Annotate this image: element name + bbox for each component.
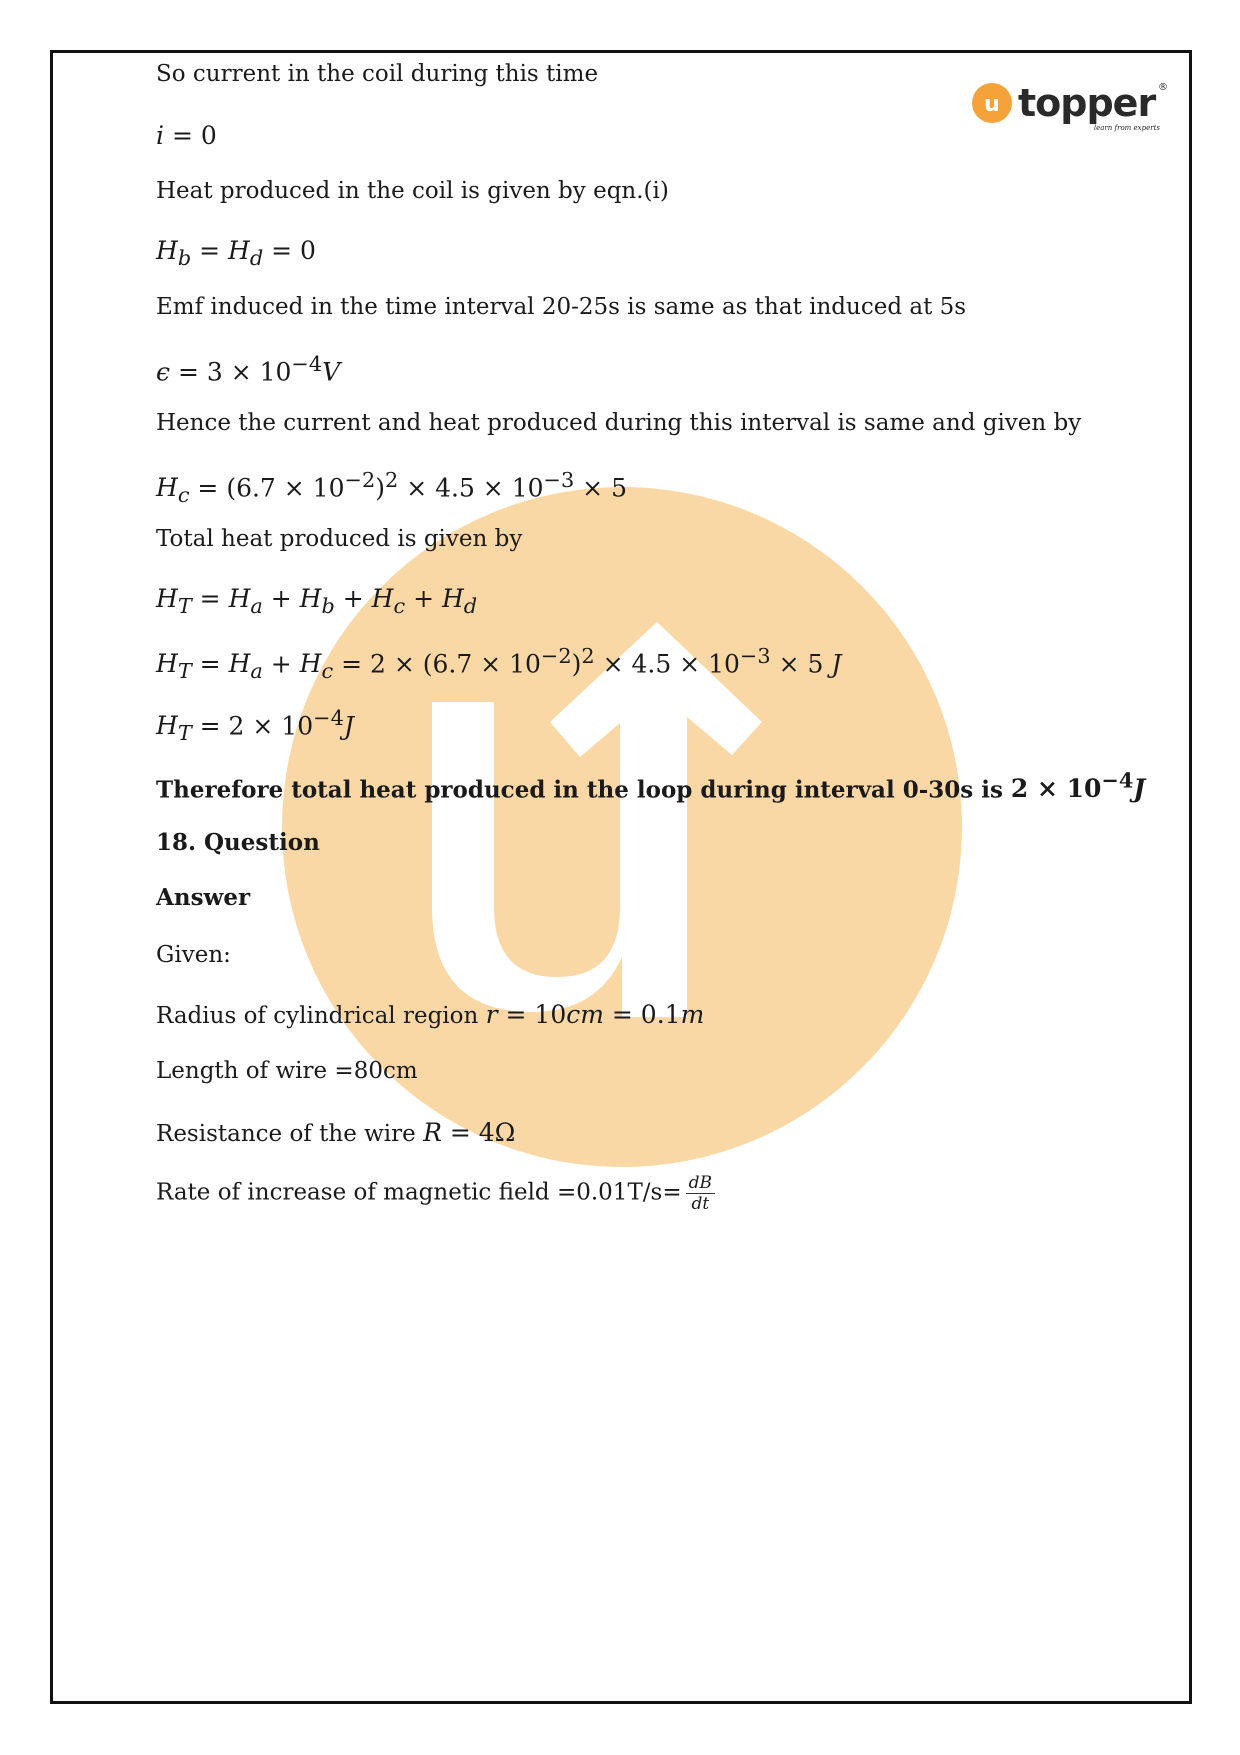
conclusion-math: $2 \times 10^{-4}J$	[1010, 768, 1146, 804]
equation-emf: $\epsilon = 3 \times 10^{-4}V$	[156, 352, 341, 387]
conclusion-line: Therefore total heat produced in the loop during interval 0-30s is $2 \times 10^{-4}J$	[156, 768, 1146, 804]
text-line: Hence the current and heat produced during this interval is same and given by	[156, 410, 1082, 436]
equation-ht-sum: $H_T = H_a + H_b + H_c + H_d$	[156, 584, 478, 618]
equation-ht-result: $H_T = 2 \times 10^{-4}J$	[156, 706, 354, 746]
text-line: So current in the coil during this time	[156, 61, 599, 87]
svg-text:topper: topper	[1018, 81, 1156, 125]
radius-line: Radius of cylindrical region r = 10cm = 0.1m	[156, 1000, 705, 1029]
equation-ht-value: $H_T = H_a + H_c = 2 \times (6.7 \times 10^{-2})^2 \times 4.5 \times 10^{-3} \times 5$ J	[156, 644, 842, 684]
equation-hb-hd: $H_b = H_d = 0$	[156, 236, 316, 270]
given-label: Given:	[156, 942, 231, 968]
resistance-line: Resistance of the wire R = 4Ω	[156, 1118, 516, 1147]
answer-heading: Answer	[156, 884, 251, 911]
topper-logo-icon	[972, 78, 1168, 136]
resistance-math: R = 4Ω	[423, 1118, 516, 1147]
rate-line: Rate of increase of magnetic field =0.01T/s= $\frac{dB}{dt}$	[156, 1173, 715, 1214]
svg-text:learn from experts: learn from experts	[1093, 124, 1160, 132]
db-dt-fraction: $\frac{dB}{dt}$	[686, 1173, 715, 1214]
text-line: Heat produced in the coil is given by eqn.(i)	[156, 178, 669, 204]
text-line: Total heat produced is given by	[156, 526, 523, 552]
svg-text:®: ®	[1158, 82, 1168, 93]
text-line: Emf induced in the time interval 20-25s is same as that induced at 5s	[156, 294, 967, 320]
svg-text:u: u	[984, 92, 1000, 117]
equation-i: i = 0	[156, 121, 217, 150]
radius-math: r = 10cm = 0.1m	[485, 1000, 705, 1029]
topper-logo	[972, 78, 1168, 136]
question-heading: 18. Question	[156, 829, 320, 856]
length-line: Length of wire =80cm	[156, 1058, 418, 1084]
equation-hc: $H_c = (6.7 \times 10^{-2})^2 \times 4.5 \times 10^{-3} \times 5$	[156, 468, 627, 508]
